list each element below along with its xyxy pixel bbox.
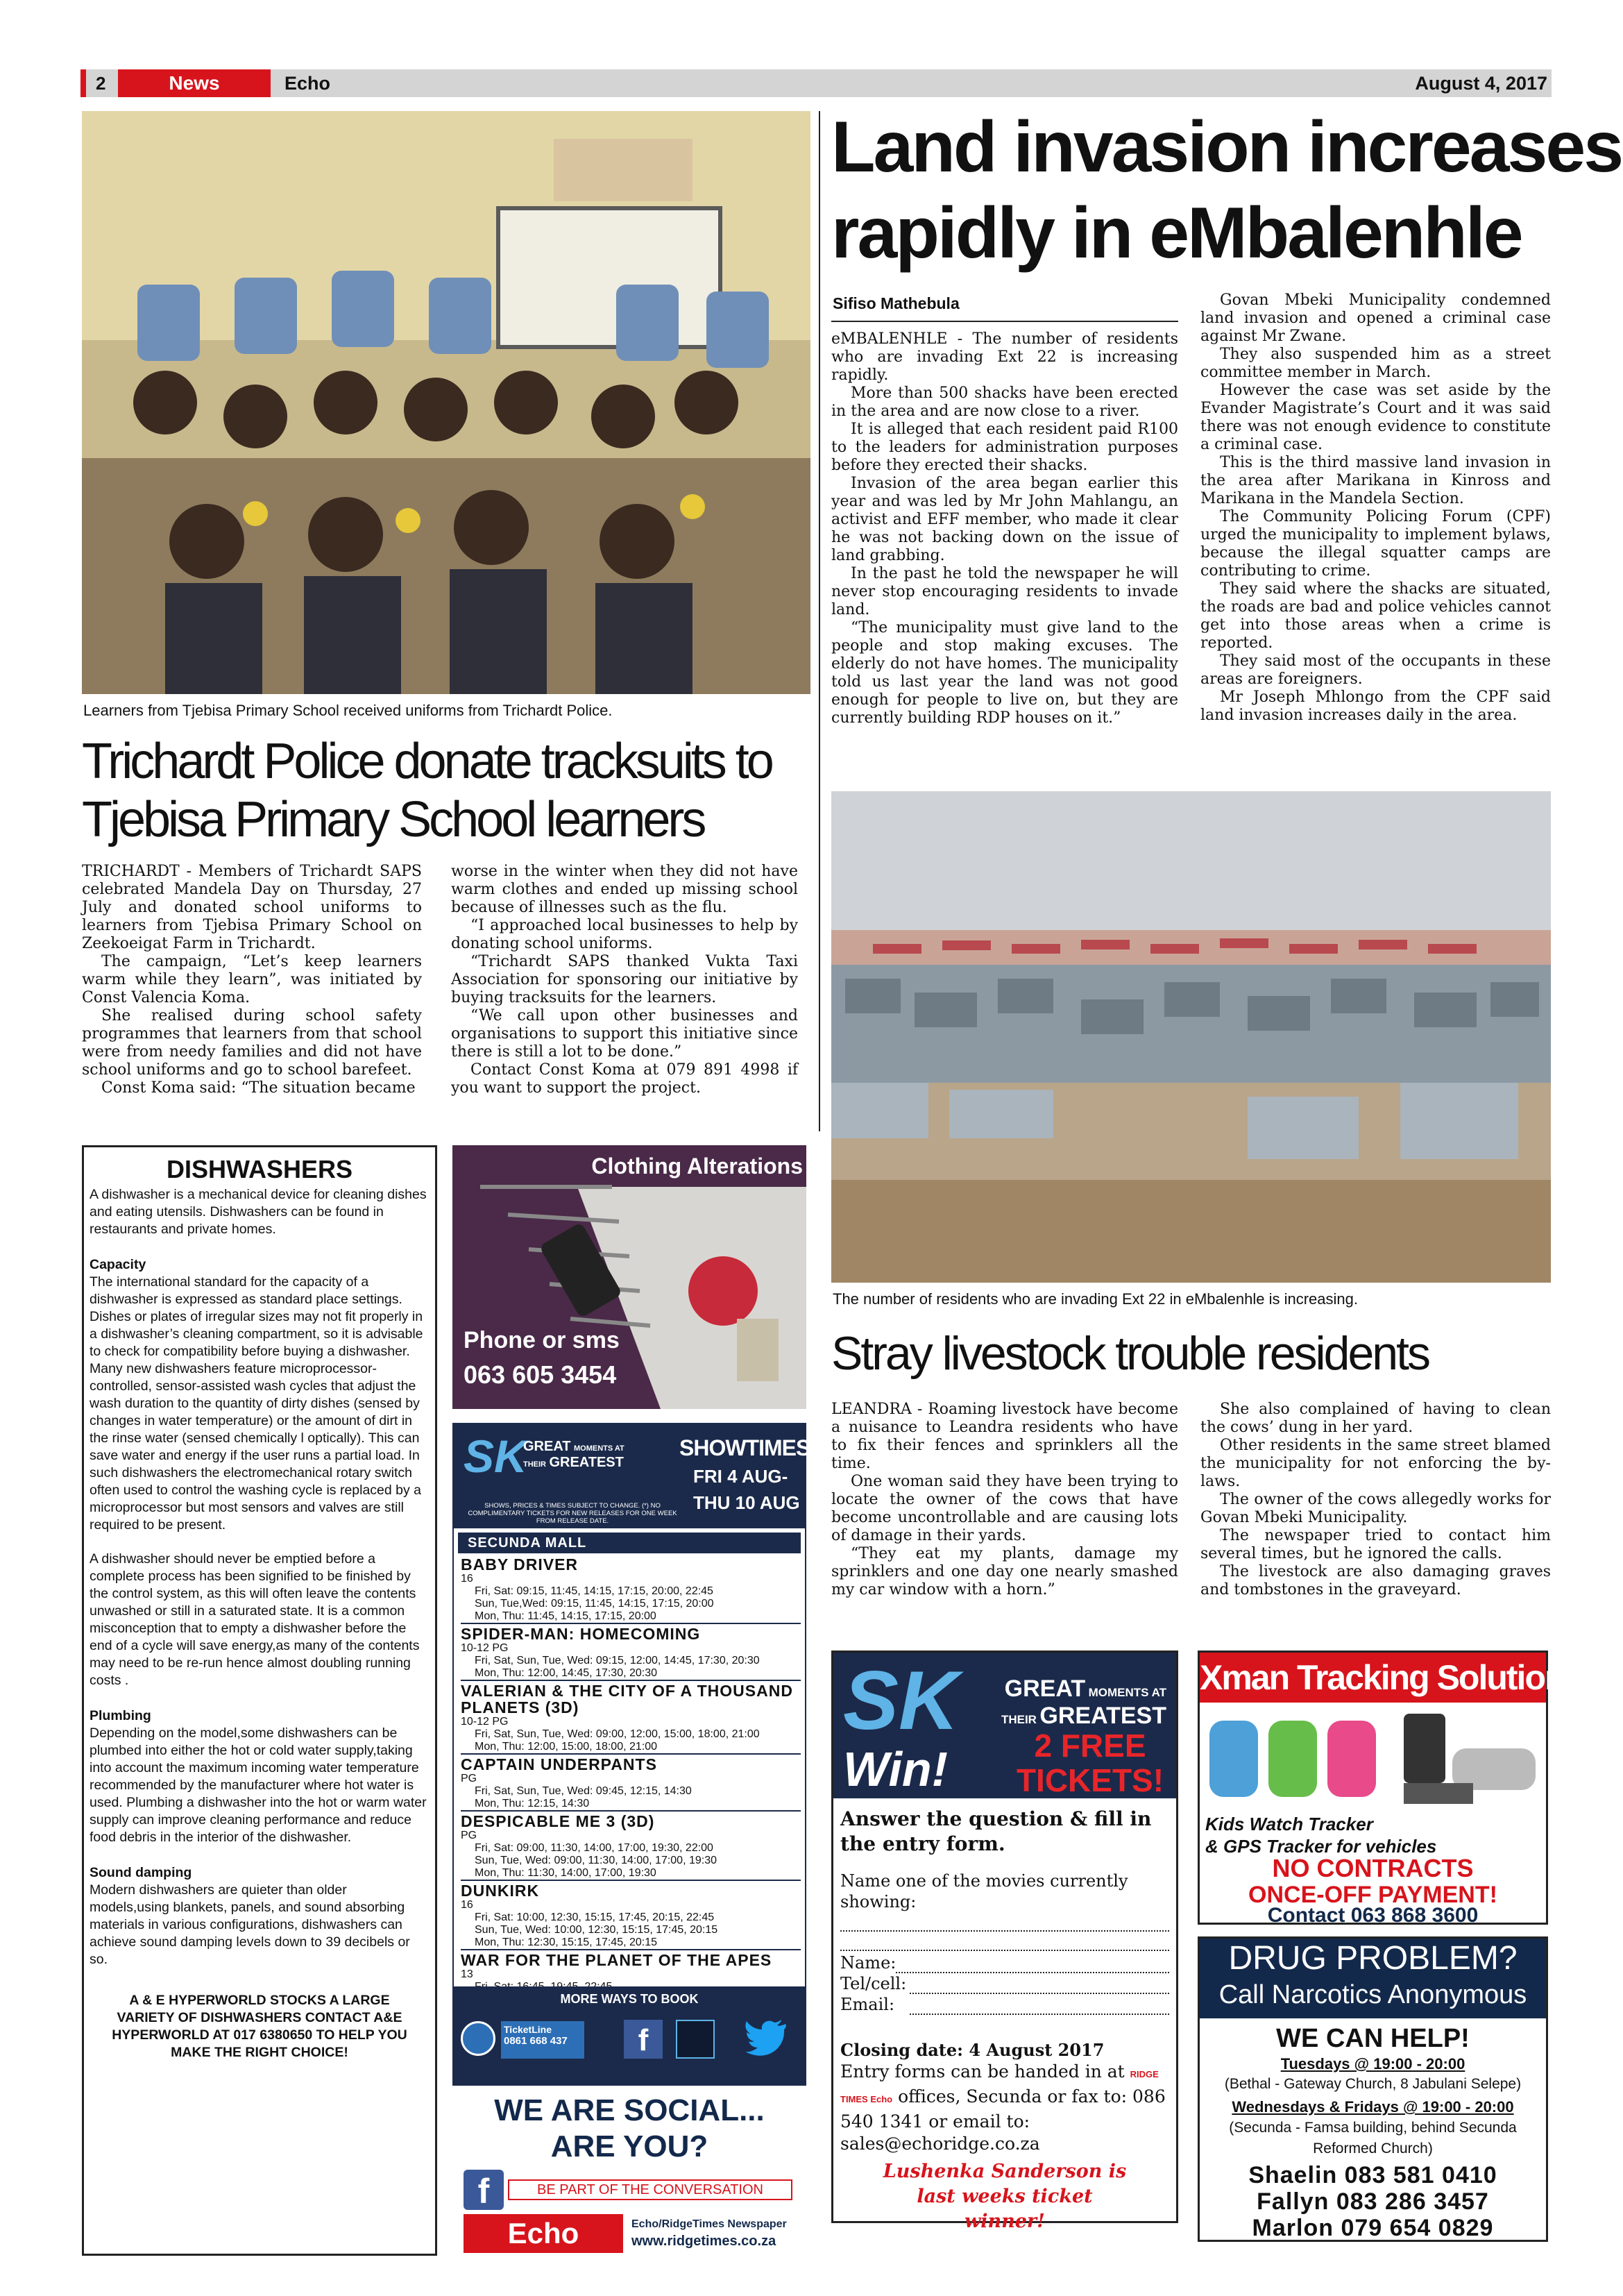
- tjebisa-paragraph: She realised during school safety programmes that learners from that school were from needy families and did not have school uniforms and go to school barefeet.: [82, 1007, 422, 1079]
- entry-instructions: [840, 2061, 1169, 2155]
- xman-tracking-ad: [1198, 1651, 1565, 1927]
- xman-title: Xman Tracking Solution: [1200, 1653, 1546, 1703]
- livestock-column-2: [1200, 1401, 1551, 1599]
- livestock-paragraph: LEANDRA - Roaming livestock have become a nuisance to Leandra residents who have to fix their fences and sprinklers all the time.: [831, 1401, 1178, 1472]
- name-field[interactable]: [840, 1952, 1169, 1973]
- showtimes-date-from: FRI 4 AUG-: [693, 1466, 788, 1487]
- sound-text: Modern dishwashers are quieter than older models,using blankets, panels, and sound absorbing materials in various configurations, dishwashers can achieve sound damping levels down to 39 decibels or so.: [90, 1882, 410, 1967]
- plumbing-heading: Plumbing: [90, 1708, 151, 1723]
- movie-times: Mon, Thu: 11:30, 14:00, 17:00, 19:30: [475, 1867, 656, 1879]
- movie-listing: [461, 1813, 801, 1881]
- showtimes-ad: [452, 1423, 810, 2086]
- section-label: News: [118, 69, 271, 97]
- entry-text-a: Entry forms can be handed in at: [840, 2061, 1125, 2082]
- tjebisa-paragraph: Contact Const Koma at 079 891 4998 if you want to support the project.: [451, 1061, 798, 1097]
- land-headline: [831, 104, 1622, 276]
- drug-help: WE CAN HELP!: [1276, 2024, 1470, 2053]
- movie-times: Fri, Sat: 09:15, 11:45, 14:15, 17:15, 20:00, 22:45: [475, 1585, 713, 1597]
- closing-date: Closing date: 4 August 2017: [840, 2040, 1105, 2060]
- web-icon[interactable]: [461, 2021, 495, 2056]
- movie-times: Sun, Tue, Wed: 09:00, 11:30, 14:00, 17:00, 19:30: [475, 1855, 717, 1866]
- movie-title: VALERIAN & THE CITY OF A THOUSAND PLANETS (3D): [461, 1682, 793, 1716]
- livestock-headline: Stray livestock trouble residents: [831, 1327, 1429, 1380]
- social-ad: [452, 2089, 806, 2256]
- win-their: THEIR: [1001, 1713, 1037, 1726]
- tjebisa-column-2: [451, 863, 798, 1097]
- livestock-paragraph: The owner of the cows allegedly works for Govan Mbeki Municipality.: [1200, 1491, 1551, 1526]
- movie-rating: 16: [461, 1573, 473, 1585]
- land-paragraph: The Community Policing Forum (CPF) urged the municipality to implement bylaws, because the illegal squatter camps are contributing to crime.: [1200, 508, 1551, 580]
- drug-contact-2: Fallyn 083 286 3457: [1257, 2188, 1489, 2215]
- movie-rating: 10-12 PG: [461, 1716, 509, 1728]
- slogan-their: THEIR: [523, 1460, 546, 1469]
- slogan-greatest: GREATEST: [549, 1455, 624, 1470]
- land-paragraph: Mr Joseph Mhlongo from the CPF said land invasion increases daily in the area.: [1200, 689, 1551, 724]
- livestock-paragraph: The newspaper tried to contact him several times, but he ignored the calls.: [1200, 1527, 1551, 1562]
- win-sk-logo: SK: [843, 1654, 959, 1747]
- twitter-icon[interactable]: [745, 2020, 787, 2056]
- movie-title: SPIDER-MAN: HOMECOMING: [461, 1625, 701, 1643]
- livestock-paragraph: The livestock are also damaging graves and tombstones in the graveyard.: [1200, 1563, 1551, 1598]
- movie-times: Mon, Thu: 11:45, 14:15, 17:15, 20:00: [475, 1610, 656, 1622]
- movie-listings: [461, 1556, 801, 2006]
- tjebisa-headline-line1: Trichardt Police donate tracksuits to: [82, 734, 772, 789]
- great-moments-slogan: [523, 1440, 624, 1471]
- clothing-phone-number: 063 605 3454: [464, 1360, 617, 1389]
- capacity-text-2: A dishwasher should never be emptied before a complete process has been signified to be finished by the control system, as this will often leave the contents unwashed or still in a saturated state. It is a common misconception that to empty a dishwasher before the end of a cycle will save energy,as many of the contents may need to be re-run hence almost doubling running costs .: [90, 1551, 420, 1688]
- land-paragraph: They also suspended him as a street committee member in March.: [1200, 346, 1551, 381]
- win-label: Win!: [843, 1742, 948, 1796]
- tel-label: Tel/cell:: [840, 1974, 907, 1993]
- app-icon[interactable]: [676, 2020, 715, 2059]
- land-column-1: [831, 330, 1178, 727]
- column-divider: [819, 111, 820, 1131]
- tjebisa-paragraph: “I approached local businesses to help by donating school uniforms.: [451, 917, 798, 952]
- xman-contact: Contact 063 868 3600: [1267, 1904, 1479, 1927]
- win-instruction: Answer the question & fill in the entry form.: [840, 1807, 1152, 1855]
- movie-times: Fri, Sat, Sun, Tue, Wed: 09:15, 12:00, 14:45, 17:30, 20:30: [475, 1655, 760, 1666]
- last-winner: Lushenka Sanderson is last weeks ticket winner!: [883, 2161, 1127, 2232]
- social-echo-brand: [464, 2214, 623, 2253]
- win-header: [833, 1653, 1176, 1798]
- answer-line-1[interactable]: [840, 1912, 1169, 1932]
- movie-times: Mon, Thu: 12:30, 15:15, 17:45, 20:15: [475, 1936, 658, 1948]
- paper-name: Echo: [284, 73, 331, 94]
- land-paragraph: Invasion of the area began earlier this year and was led by Mr John Mahlangu, an activist and EFF member, who made it clear he was not backing down on the issue of land grabbing.: [831, 475, 1178, 564]
- xman-line1: Kids Watch Tracker: [1205, 1814, 1373, 1834]
- livestock-paragraph: Other residents in the same street blamed the municipality for not enforcing the by-laws.: [1200, 1437, 1551, 1490]
- land-paragraph: However the case was set aside by the Evander Magistrate’s Court and it was said there was not enough evidence to constitute a criminal case.: [1200, 382, 1551, 453]
- social-sub2: www.ridgetimes.co.za: [631, 2234, 776, 2249]
- livestock-paragraph: “They eat my plants, damage my sprinklers and one day one nearly smashed my car window with a horn.”: [831, 1545, 1178, 1598]
- xman-no-contracts: NO CONTRACTS: [1272, 1854, 1474, 1882]
- movie-listing: [461, 1682, 801, 1755]
- email-field[interactable]: [840, 1994, 1169, 2015]
- drug-contact-1: Shaelin 083 581 0410: [1248, 2162, 1497, 2188]
- livestock-column-1: [831, 1401, 1178, 1599]
- clothing-phone-label: Phone or sms: [464, 1327, 620, 1353]
- showtimes-notice: SHOWS, PRICES & TIMES SUBJECT TO CHANGE. (*) NO COMPLIMENTARY TICKETS FOR NEW RELEASES FOR ONE WEEK FROM RELEASE DATE.: [468, 1502, 677, 1525]
- movie-times: Mon, Thu: 12:15, 14:30: [475, 1798, 590, 1809]
- shacks-photo: [831, 791, 1551, 1283]
- win-entry-form: [840, 1807, 1169, 2234]
- slogan-great: GREAT: [523, 1439, 571, 1454]
- win-tickets-ad: [831, 1651, 1178, 2232]
- twitter-bird-graphic: [745, 2020, 787, 2056]
- drug-subtitle: Call Narcotics Anonymous: [1218, 1980, 1527, 2009]
- clothing-alterations-ad: [452, 1145, 806, 1409]
- tjebisa-paragraph: “We call upon other businesses and organisations to support this initiative since there is still a lot to be done.”: [451, 1007, 798, 1061]
- movie-times: Mon, Thu: 12:00, 14:45, 17:30, 20:30: [475, 1667, 658, 1679]
- email-input-line[interactable]: [910, 1994, 1169, 2015]
- win-greatest: GREATEST: [1039, 1703, 1166, 1729]
- capacity-text: The international standard for the capacity of a dishwasher is expressed as standard place settings. Dishes or plates of irregular sizes may not fit properly in a dishwasher’s cleaning compartment, so it is advisable to check for compatibility before buying a dishwasher. Many new dishwashers feature microprocessor-controlled, sensor-assisted wash cycles that adjust the wash duration to the quantity of dirty dishes (sensed by changes in water temperature) or the amount of dirt in the rinse water (sensed chemically l optically). This can save water and energy if the user runs a partial load. In such dishwashers the electromechanical rotary switch often used to control the washing cycle is replaced by a microprocessor but most sensors and valves are still required to be present.: [90, 1274, 423, 1533]
- land-byline: Sifiso Mathebula: [833, 294, 960, 312]
- narcotics-anonymous-ad: [1198, 1936, 1548, 2242]
- tjebisa-paragraph: Const Koma said: “The situation became: [101, 1079, 416, 1097]
- win-slogan: [993, 1675, 1166, 1732]
- land-paragraph: They said most of the occupants in these areas are foreigners.: [1200, 652, 1551, 688]
- more-ways-label: MORE WAYS TO BOOK: [560, 1992, 699, 2006]
- land-paragraph: They said where the shacks are situated, the roads are bad and police vehicles cannot get into those areas when a crime is reported.: [1200, 580, 1551, 652]
- land-paragraph: More than 500 shacks have been erected in the area and are now close to a river.: [831, 385, 1178, 420]
- sk-logo: SK: [464, 1430, 527, 1482]
- tel-field[interactable]: [840, 1973, 1169, 1994]
- email-label: Email:: [840, 1995, 895, 2014]
- plumbing-text: Depending on the model,some dishwashers can be plumbed into either the hot or cold water supply,taking into account the maximum incoming water temperature recommended by the manufacturer where hot water is used. Plumbing a dishwasher into the hot or warm water supply can improve cleaning performance and reduce food debris in the interior of the dishwasher.: [90, 1725, 427, 1845]
- dishwashers-footer: A & E HYPERWORLD STOCKS A LARGE VARIETY OF DISHWASHERS CONTACT A&E HYPERWORLD AT 017 6380650 TO HELP YOU MAKE THE RIGHT CHOICE!: [112, 1993, 407, 2060]
- dishwashers-advertorial: [82, 1145, 437, 2256]
- name-label: Name:: [840, 1953, 897, 1973]
- drug-title: DRUG PROBLEM?: [1228, 1940, 1518, 1977]
- movie-times: Fri, Sat: 10:00, 12:30, 15:15, 17:45, 20:15, 22:45: [475, 1911, 715, 1923]
- tjebisa-headline-line2: Tjebisa Primary School learners: [82, 792, 704, 847]
- social-sub1: Echo/RidgeTimes Newspaper: [631, 2218, 787, 2230]
- movie-title: BABY DRIVER: [461, 1555, 579, 1573]
- dishwashers-title: DISHWASHERS: [166, 1155, 353, 1183]
- classroom-photo-graphic: [82, 111, 810, 694]
- xman-once-off: ONCE-OFF PAYMENT!: [1248, 1882, 1497, 1908]
- win-moments: MOMENTS AT: [1088, 1686, 1166, 1699]
- movie-times: Sun, Tue, Wed: 10:00, 12:30, 15:15, 17:45, 20:15: [475, 1924, 718, 1936]
- movie-rating: PG: [461, 1830, 477, 1841]
- social-banner: BE PART OF THE CONVERSATION: [508, 2179, 792, 2200]
- livestock-paragraph: One woman said they have been trying to locate the owner of the cows that have become uncontrollable and are causing lots of damage in their yards.: [831, 1473, 1178, 1544]
- clothing-alterations-title: Clothing Alterations: [591, 1154, 803, 1179]
- shacks-photo-graphic: [831, 791, 1551, 1283]
- land-paragraph: Govan Mbeki Municipality condemned land invasion and opened a criminal case against Mr Zwane.: [1200, 292, 1551, 345]
- booking-footer: [454, 1986, 805, 2084]
- social-line1: WE ARE SOCIAL...: [494, 2093, 765, 2127]
- showtimes-header: [454, 1424, 810, 1528]
- movie-listing: [461, 1626, 801, 1681]
- drug-header: [1200, 1939, 1546, 2018]
- movie-times: Fri, Sat, Sun, Tue, Wed: 09:45, 12:15, 14:30: [475, 1785, 692, 1797]
- tjebisa-paragraph: TRICHARDT - Members of Trichardt SAPS celebrated Mandela Day on Thursday, 27 July and donated school uniforms to learners from Tjebisa Primary School on Zeekoeigat Farm in Trichardt.: [82, 863, 422, 952]
- win-question: Name one of the movies currently showing:: [840, 1871, 1128, 1911]
- movie-rating: 16: [461, 1899, 473, 1911]
- shacks-caption: The number of residents who are invading Ext 22 in eMbalenhle is increasing.: [833, 1290, 1358, 1308]
- tjebisa-paragraph: The campaign, “Let’s keep learners warm while they learn”, was initiated by Const Valencia Koma.: [82, 953, 422, 1006]
- movie-title: WAR FOR THE PLANET OF THE APES: [461, 1951, 772, 1969]
- drug-tuesday: Tuesdays @ 19:00 - 20:00: [1280, 2055, 1465, 2073]
- tjebisa-headline: [82, 732, 817, 849]
- tjebisa-caption: Learners from Tjebisa Primary School received uniforms from Trichardt Police.: [83, 702, 613, 719]
- drug-wedfri: Wednesdays & Fridays @ 19:00 - 20:00: [1232, 2098, 1514, 2116]
- movie-times: Fri, Sat, Sun, Tue, Wed: 09:00, 12:00, 15:00, 18:00, 21:00: [475, 1728, 760, 1740]
- capacity-heading: Capacity: [90, 1257, 146, 1272]
- drug-contact-3: Marlon 079 654 0829: [1252, 2215, 1494, 2241]
- movie-title: CAPTAIN UNDERPANTS: [461, 1755, 657, 1773]
- byline-rule: [831, 321, 1178, 322]
- movie-times: Sun, Tue,Wed: 09:15, 11:45, 14:15, 17:15, 20:00: [475, 1598, 714, 1610]
- slogan-moments: MOMENTS AT: [573, 1444, 624, 1453]
- answer-line-2[interactable]: [840, 1932, 1169, 1951]
- movie-title: DESPICABLE ME 3 (3D): [461, 1812, 655, 1830]
- land-paragraph: This is the third massive land invasion in the area after Marikana in Kinross and Marikana in the Mandela Section.: [1200, 454, 1551, 507]
- movie-title: DUNKIRK: [461, 1882, 540, 1900]
- entry-text-b: offices, Secunda or fax to: 086 540 1341 or email to: sales@echoridge.co.za: [840, 2086, 1166, 2154]
- movie-rating: 10-12 PG: [461, 1642, 509, 1654]
- page-number: 2: [80, 69, 118, 97]
- movie-times: Mon, Thu: 12:00, 15:00, 18:00, 21:00: [475, 1741, 658, 1753]
- movie-times: Fri, Sat: 09:00, 11:30, 14:00, 17:00, 19:30, 22:00: [475, 1842, 713, 1854]
- movie-rating: PG: [461, 1773, 477, 1784]
- ticketline-box[interactable]: [501, 2021, 584, 2059]
- ticketline-label: TicketLine: [504, 2024, 552, 2035]
- land-paragraph: eMBALENHLE - The number of residents who are invading Ext 22 is increasing rapidly.: [831, 330, 1178, 384]
- facebook-logo-icon: f: [464, 2170, 504, 2210]
- tjebisa-column-1: [82, 863, 422, 1097]
- xman-line2: & GPS Tracker for vehicles: [1205, 1836, 1437, 1857]
- land-column-2: [1200, 292, 1551, 725]
- echo-brand-text: Echo: [507, 2217, 579, 2249]
- facebook-icon[interactable]: f: [624, 2020, 663, 2059]
- win-free: 2 FREE: [1034, 1728, 1146, 1764]
- livestock-paragraph: She also complained of having to clean the cows’ dung in her yard.: [1200, 1401, 1551, 1436]
- classroom-photo: [82, 111, 810, 694]
- social-line2: ARE YOU?: [550, 2129, 708, 2163]
- land-paragraph: “The municipality must give land to the people and stop making excuses. The elderly do not have homes. The municipality told us last year the land was not good enough for people to live on, but they are currently building RDP houses on it.”: [831, 619, 1178, 727]
- tjebisa-paragraph: worse in the winter when they did not have warm clothes and ended up missing school because of illnesses such as the flu.: [451, 863, 798, 916]
- win-great: GREAT: [1004, 1675, 1086, 1702]
- land-headline-line2: rapidly in eMbalenhle: [831, 193, 1522, 273]
- sound-heading: Sound damping: [90, 1865, 192, 1880]
- name-input-line[interactable]: [896, 1952, 1169, 1973]
- movie-listing: [461, 1882, 801, 1950]
- land-paragraph: In the past he told the newspaper he will never stop encouraging residents to invade land.: [831, 565, 1178, 618]
- movie-listing: [461, 1556, 801, 1624]
- venue-bar: SECUNDA MALL: [458, 1533, 801, 1553]
- drug-secunda: (Secunda - Famsa building, behind Secunda Reformed Church): [1229, 2120, 1517, 2156]
- dishwashers-intro: A dishwasher is a mechanical device for cleaning dishes and eating utensils. Dishwashers can be found in restaurants and private homes.: [90, 1187, 427, 1237]
- movie-rating: 13: [461, 1968, 473, 1980]
- issue-date: August 4, 2017: [1415, 73, 1547, 94]
- tjebisa-paragraph: “Trichardt SAPS thanked Vukta Taxi Association for sponsoring our initiative by buying tracksuits for the learners.: [451, 953, 798, 1006]
- movie-listing: [461, 1756, 801, 1812]
- land-paragraph: It is alleged that each resident paid R100 to the leaders for administration purposes before they erected their shacks.: [831, 421, 1178, 474]
- showtimes-date-to: THU 10 AUG: [693, 1492, 800, 1513]
- entry-brand: RIDGE TIMES Echo: [840, 2069, 1159, 2104]
- land-headline-line1: Land invasion increases: [831, 107, 1622, 187]
- tel-input-line[interactable]: [910, 1973, 1169, 1994]
- showtimes-title: SHOWTIMES: [679, 1435, 810, 1460]
- ticketline-number: 0861 668 437: [504, 2035, 568, 2047]
- drug-bethal: (Bethal - Gateway Church, 8 Jabulani Selepe): [1224, 2076, 1522, 2092]
- tracker-products-graphic: [1203, 1707, 1543, 1811]
- win-tickets: TICKETS!: [1016, 1762, 1164, 1798]
